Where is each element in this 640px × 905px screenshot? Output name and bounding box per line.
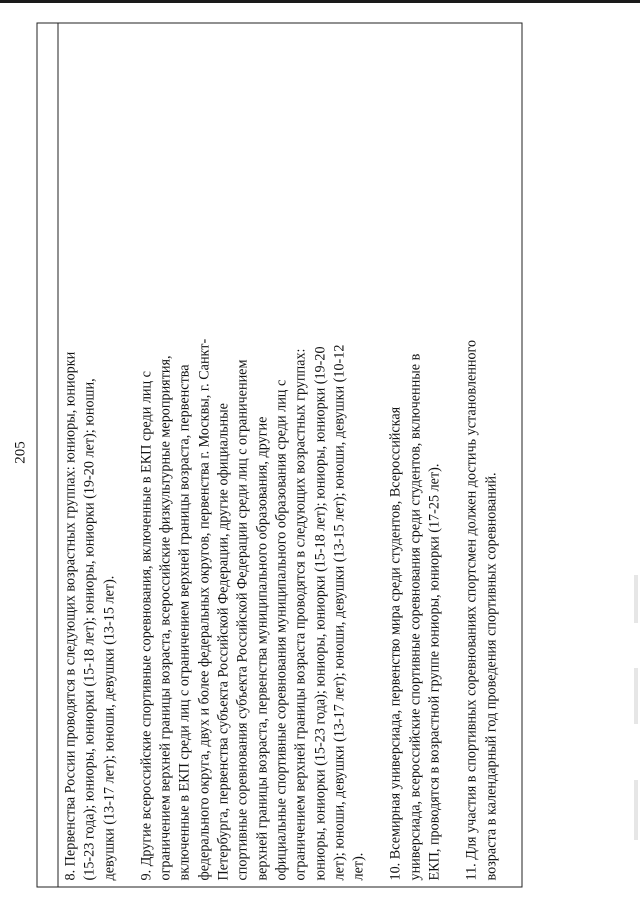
text-line: юниоры, юниорки (15-23 года); юниоры, юниорки (15-18 лет); юниоры, юниорки (19-20 bbox=[312, 346, 329, 881]
paragraph-item bbox=[137, 32, 369, 881]
paragraph-item bbox=[62, 32, 120, 881]
text-line: федерального округа, двух и более федеральных округов, первенства г. Москвы, г. Санкт- bbox=[196, 338, 213, 881]
text-line: 8. Первенства России проводятся в следующих возрастных группах: юниоры, юниорки bbox=[62, 351, 79, 881]
table-cell bbox=[59, 24, 524, 887]
text-line: ЕКП, проводятся в возрастной группе юниоры, юниорки (17-25 лет). bbox=[426, 463, 443, 881]
text-line: 9. Другие всероссийские спортивные соревнования, включенные в ЕКП среди лиц с bbox=[138, 371, 155, 881]
document-table bbox=[37, 23, 523, 888]
text-line: универсиада, всероссийские спортивные соревнования среди студентов, включенные в bbox=[407, 353, 424, 881]
text-line: лет); юноши, девушки (13-17 лет); юноши, девушки (13-15 лет); юноши, девушки (10-12 bbox=[331, 344, 348, 881]
paragraph-item bbox=[463, 32, 502, 881]
text-line: девушки (13-17 лет); юноши, девушки (13-15 лет). bbox=[101, 575, 118, 881]
text-line: официальные спортивные соревнования муниципального образования среди лиц с bbox=[273, 379, 290, 881]
text-line: (15-23 года); юниоры, юниорки (15-18 лет); юниоры, юниорки (19-20 лет); юноши, bbox=[81, 378, 98, 881]
page-number: 205 bbox=[12, 441, 29, 464]
text-line: Петербурга, первенства субъекта Российской Федерации, другие официальные bbox=[215, 403, 232, 881]
text-line: верхней границы возраста, первенства муниципального образования, другие bbox=[254, 416, 271, 881]
text-line: спортивные соревнования субъекта Российской Федерации среди лиц с ограничением bbox=[234, 359, 251, 881]
scan-top-edge bbox=[0, 0, 640, 3]
text-line: 10. Всемирная универсиада, первенство мира среди студентов, Всероссийская bbox=[387, 406, 404, 881]
text-line: возраста в календарный год проведения спортивных соревнований. bbox=[483, 472, 500, 881]
paragraph-item bbox=[387, 32, 445, 881]
rotated-document-page bbox=[0, 8, 640, 898]
text-line: ограничением верхней границы возраста проводятся в следующих возрастных группах: bbox=[292, 348, 309, 881]
text-line: включенные в ЕКП среди лиц с ограничением верхней границы возраста, первенства bbox=[176, 364, 193, 881]
text-line: ограничением верхней границы возраста, всероссийские физкультурные мероприятия, bbox=[157, 355, 174, 881]
text-line: 11. Для участия в спортивных соревнованиях спортсмен должен достичь установленного bbox=[463, 339, 480, 881]
text-line: лет). bbox=[350, 852, 367, 881]
